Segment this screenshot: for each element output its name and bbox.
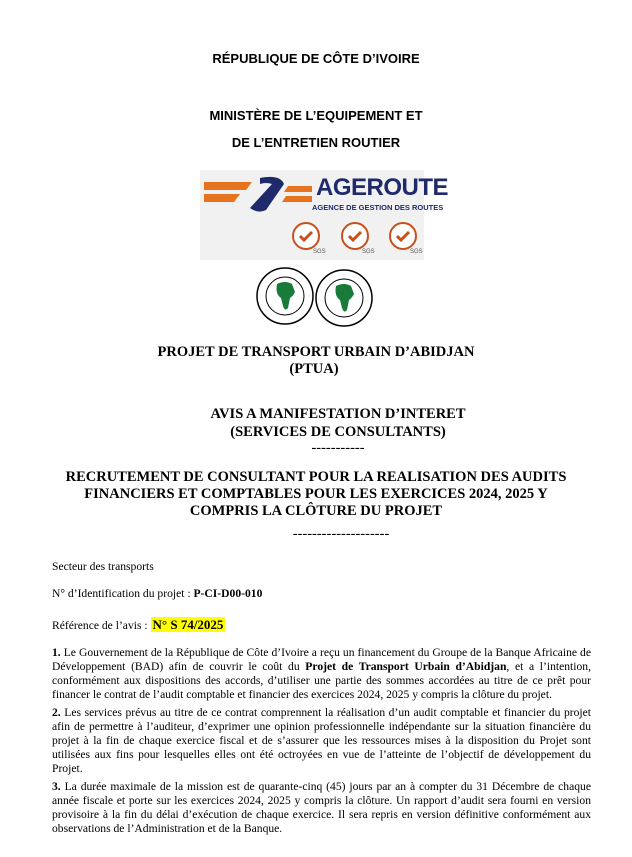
- recruitment-line-3: COMPRIS LA CLÔTURE DU PROJET: [189, 503, 443, 519]
- paragraph-3-number: 3.: [52, 780, 61, 793]
- ageroute-logo: [200, 170, 449, 260]
- notice-divider: -----------: [311, 440, 365, 456]
- recruitment-line-2: FINANCIERS ET COMPTABLES POUR LES EXERCICES 2024, 2025 Y: [84, 486, 548, 502]
- afdb-seal-left-text: [255, 266, 315, 326]
- republic-title: RÉPUBLIQUE DE CÔTE D’IVOIRE: [212, 51, 420, 66]
- notice-title: AVIS A MANIFESTATION D’INTERET: [210, 406, 466, 422]
- sgs-label-2: SGS: [362, 249, 375, 255]
- project-title: PROJET DE TRANSPORT URBAIN D’ABIDJAN: [157, 344, 475, 360]
- sgs-label-1: SGS: [313, 249, 326, 255]
- paragraph-3-text: La durée maximale de la mission est de quarante-cinq (45) jours par an à compter du 31 Décembre de chaque année fiscale et porte sur les exercices 2024, 2025 y compris la clôture. Un rapport d’audit sera fourni en version provisoire à la fin du délai d’exécution de chaque exercice. Il sera repris en version définitive conformément aux observations de l’Administration et de la Banque.: [52, 780, 591, 835]
- paragraph-1-number: 1.: [52, 646, 61, 659]
- sgs-label-3: SGS: [410, 249, 423, 255]
- paragraph-2-text: Les services prévus au titre de ce contrat comprennent la réalisation d’un audit comptable et financier du projet afin de permettre à l’auditeur, d’exprimer une opinion professionnelle indépendante sur la situation financière du projet à la fin de chaque exercice fiscal et de s’assurer que les ressources mises à la disposition du Projet sont utilisées aux fins pour lesquelles elles ont été octroyées en vue de l’atteinte de l’objectif de développement du Projet.: [52, 706, 591, 775]
- project-name-bold: Projet de Transport Urbain d’Abidjan: [305, 660, 507, 673]
- project-id-label: N° d’Identification du projet :: [52, 587, 194, 600]
- paragraph-2: [52, 706, 591, 776]
- notice-reference: [52, 617, 225, 633]
- ministry-line-2: DE L’ENTRETIEN ROUTIER: [231, 135, 401, 150]
- afdb-seal-left: [255, 266, 315, 326]
- paragraph-1-text-a: Le Gouvernement de la République de Côte d’Ivoire a reçu un financement du Groupe de la Banque Africaine de Développement (BAD) afin de couvrir le coût du: [52, 646, 591, 673]
- afdb-seal-right-text: [314, 268, 374, 328]
- paragraph-2-number: 2.: [52, 706, 61, 719]
- ageroute-name: AGEROUTE: [316, 174, 449, 201]
- project-acronym: (PTUA): [289, 361, 339, 377]
- notice-subtitle: (SERVICES DE CONSULTANTS): [230, 424, 446, 440]
- recruitment-divider: --------------------: [292, 526, 390, 542]
- reference-value: N° S 74/2025: [152, 617, 224, 632]
- paragraph-1: [52, 646, 591, 702]
- ageroute-subtitle: AGENCE DE GESTION DES ROUTES: [312, 203, 444, 212]
- paragraph-1-text-b: , et a l’intention, conformément aux dispositions des accords, d’utiliser une partie des sommes accordées au titre de ce prêt pour financer le contrat de l’audit comptable et financier des exercices 2024, 2025 y compris la clôture du projet.: [52, 660, 591, 701]
- recruitment-line-1: RECRUTEMENT DE CONSULTANT POUR LA REALISATION DES AUDITS: [65, 469, 567, 485]
- sector-text: Secteur des transports: [52, 560, 154, 573]
- ministry-line-1: MINISTÈRE DE L’EQUIPEMENT ET: [209, 108, 423, 123]
- paragraph-3: [52, 780, 591, 836]
- afdb-seal-right: [314, 268, 374, 328]
- project-id-value: P-CI-D00-010: [193, 587, 263, 600]
- reference-label: Référence de l’avis :: [52, 619, 151, 632]
- project-id: [52, 587, 262, 600]
